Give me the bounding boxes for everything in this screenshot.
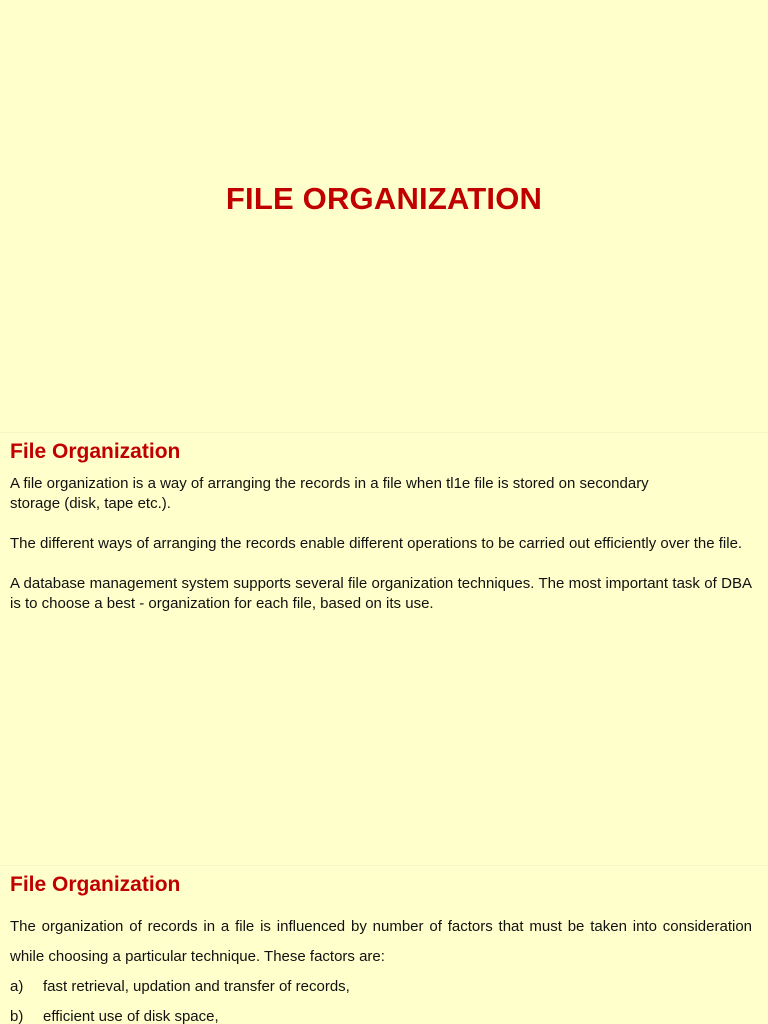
slide-body xyxy=(10,912,752,1024)
paragraph: The organization of records in a file is influenced by number of factors that must be taken into consideration while choosing a particular technique. These factors are: xyxy=(10,918,752,965)
title-slide xyxy=(0,0,768,432)
content-slide-1 xyxy=(0,432,768,866)
content-slide-2 xyxy=(0,865,768,1024)
slide-heading: File Organization xyxy=(10,873,181,896)
list-item-text: efficient use of disk space, xyxy=(43,1008,219,1024)
list-item xyxy=(10,1002,752,1024)
list-marker: a) xyxy=(10,978,24,995)
slide-heading: File Organization xyxy=(10,440,181,463)
paragraph: A file organization is a way of arranging the records in a file when tl1e file is stored on secondary storage (disk, tape etc.). xyxy=(10,475,649,512)
list-marker: b) xyxy=(10,1008,24,1024)
list-item-text: fast retrieval, updation and transfer of records, xyxy=(43,978,350,995)
main-title: FILE ORGANIZATION xyxy=(225,181,543,216)
paragraph: A database management system supports several file organization techniques. The most important task of DBA is to choose a best - organization for each file, based on its use. xyxy=(10,575,752,612)
slide-body xyxy=(10,474,752,634)
paragraph: The different ways of arranging the records enable different operations to be carried out efficiently over the file. xyxy=(10,535,743,552)
list-item xyxy=(10,972,752,1002)
